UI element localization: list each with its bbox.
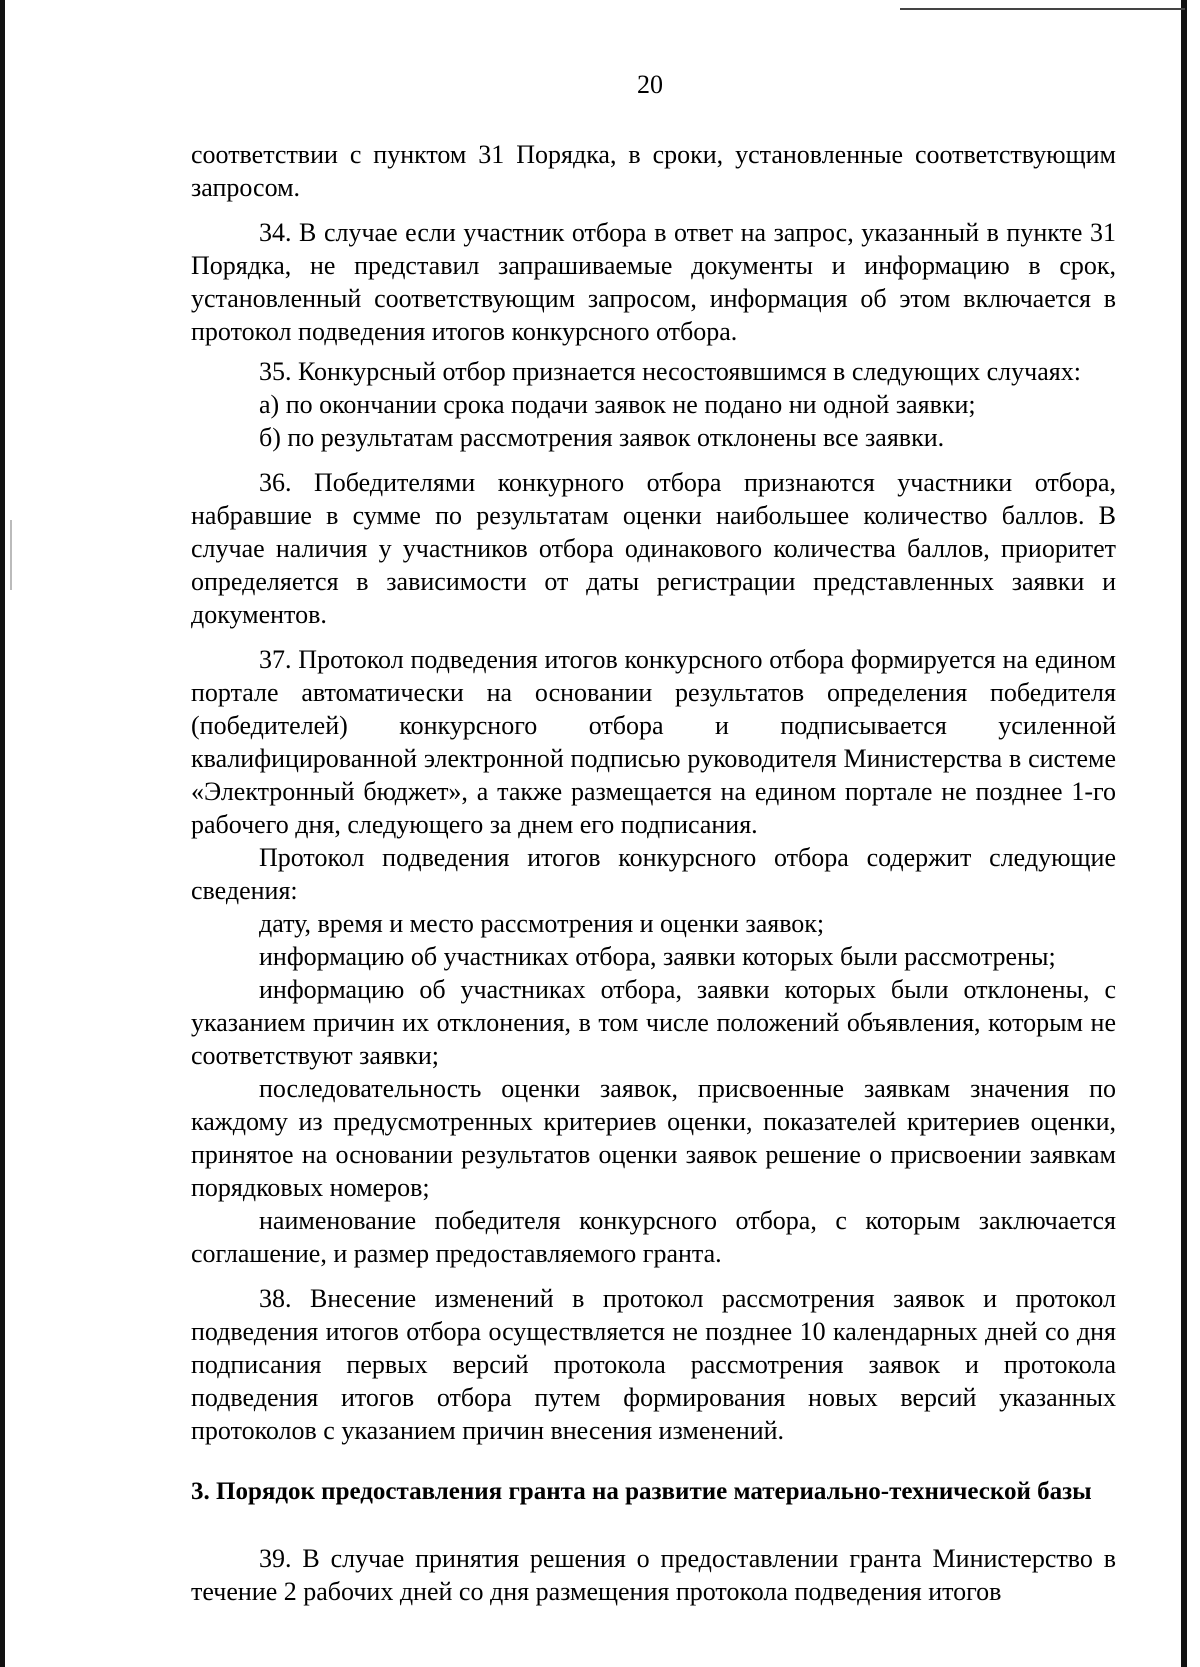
paragraph-37-item-5: наименование победителя конкурсного отбора, с которым заключается соглашение, и размер предоставляемого гранта. [191, 1206, 1116, 1268]
scan-border-top [900, 8, 1185, 10]
section-heading: 3. Порядок предоставления гранта на развитие материально-технической базы [191, 1478, 1092, 1505]
paragraph-37-item-1: дату, время и место рассмотрения и оценки заявок; [259, 909, 825, 938]
scan-border-left [0, 0, 5, 1667]
paragraph-37-item-2: информацию об участниках отбора, заявки которых были рассмотрены; [259, 942, 1056, 971]
paragraph-37-item-4: последовательность оценки заявок, присвоенные заявкам значения по каждому из предусмотренных критериев оценки, показателей критериев оценки, принятое на основании результатов оценки заявок решение о присвоении заявкам порядковых номеров; [191, 1074, 1116, 1202]
scan-border-right [1181, 0, 1187, 1667]
paragraph-37: 37. Протокол подведения итогов конкурсного отбора формируется на едином портале автоматически на основании результатов определения победителя (победителей) конкурсного отбора и подписывается усиленной квалифицированной электронной подписью руководителя Министерства в системе «Электронный бюджет», а также размещается на едином портале не позднее 1-го рабочего дня, следующего за днем его подписания. [191, 645, 1116, 839]
paragraph-37-item-3: информацию об участниках отбора, заявки которых были отклонены, с указанием причин их отклонения, в том числе положений объявления, которым не соответствуют заявки; [191, 975, 1116, 1070]
scan-mark [10, 520, 12, 590]
paragraph-37-protocol-contents: Протокол подведения итогов конкурсного отбора содержит следующие сведения: [191, 843, 1116, 905]
paragraph-35-b: б) по результатам рассмотрения заявок отклонены все заявки. [259, 423, 945, 452]
paragraph-36: 36. Победителями конкурного отбора признаются участники отбора, набравшие в сумме по результатам оценки наибольшее количество баллов. В случае наличия у участников отбора одинакового количества баллов, приоритет определяется в зависимости от даты регистрации представленных заявки и документов. [191, 468, 1116, 629]
document-body [191, 138, 1116, 1608]
paragraph-39: 39. В случае принятия решения о предоставлении гранта Министерство в течение 2 рабочих дней со дня размещения протокола подведения итогов [191, 1544, 1116, 1606]
paragraph-35-a: а) по окончании срока подачи заявок не подано ни одной заявки; [259, 390, 976, 419]
paragraph-38: 38. Внесение изменений в протокол рассмотрения заявок и протокол подведения итогов отбора осуществляется не позднее 10 календарных дней со дня подписания первых версий протокола рассмотрения заявок и протокола подведения итогов отбора путем формирования новых версий указанных протоколов с указанием причин внесения изменений. [191, 1284, 1116, 1445]
page-number: 20 [637, 70, 663, 99]
paragraph-continuation: соответствии с пунктом 31 Порядка, в сроки, установленные соответствующим запросом. [191, 140, 1116, 202]
paragraph-34: 34. В случае если участник отбора в ответ на запрос, указанный в пункте 31 Порядка, не представил запрашиваемые документы и информацию в срок, установленный соответствующим запросом, информация об этом включается в протокол подведения итогов конкурсного отбора. [191, 218, 1116, 346]
paragraph-35: 35. Конкурсный отбор признается несостоявшимся в следующих случаях: [259, 357, 1081, 386]
